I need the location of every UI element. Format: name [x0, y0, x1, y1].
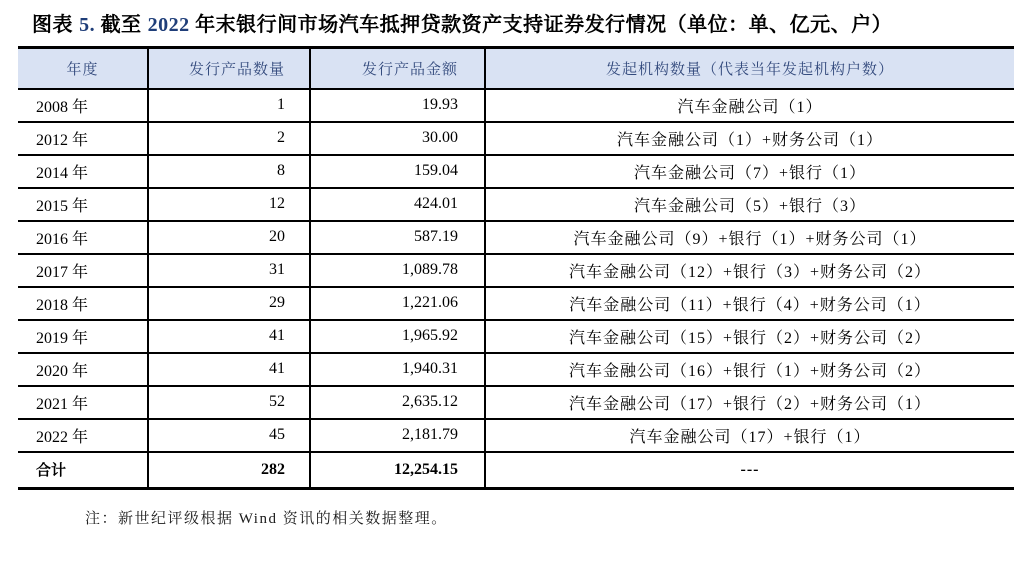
product-amount-cell: 424.01 — [310, 188, 485, 221]
year-cell: 2016 年 — [18, 221, 148, 254]
originators-cell: 汽车金融公司（12）+银行（3）+财务公司（2） — [485, 254, 1014, 287]
title-text: 截至 — [100, 14, 148, 36]
header-row — [18, 48, 1014, 89]
originators-cell: 汽车金融公司（17）+银行（2）+财务公司（1） — [485, 386, 1014, 419]
product-count-cell: 12 — [148, 188, 310, 221]
total-count-cell: 282 — [148, 452, 310, 489]
product-amount-cell: 2,181.79 — [310, 419, 485, 452]
year-cell: 2022 年 — [18, 419, 148, 452]
product-amount-cell: 1,089.78 — [310, 254, 485, 287]
product-amount-cell: 1,221.06 — [310, 287, 485, 320]
column-header-product-count: 发行产品数量 — [148, 48, 310, 89]
total-label-cell: 合计 — [18, 452, 148, 489]
total-row — [18, 452, 1014, 489]
table-row — [18, 221, 1014, 254]
product-amount-cell: 587.19 — [310, 221, 485, 254]
table-row — [18, 254, 1014, 287]
originators-cell: 汽车金融公司（16）+银行（1）+财务公司（2） — [485, 353, 1014, 386]
product-count-cell: 1 — [148, 89, 310, 122]
product-count-cell: 29 — [148, 287, 310, 320]
originators-cell: 汽车金融公司（7）+银行（1） — [485, 155, 1014, 188]
product-count-cell: 31 — [148, 254, 310, 287]
originators-cell: 汽车金融公司（5）+银行（3） — [485, 188, 1014, 221]
originators-cell: 汽车金融公司（17）+银行（1） — [485, 419, 1014, 452]
year-cell: 2015 年 — [18, 188, 148, 221]
product-amount-cell: 19.93 — [310, 89, 485, 122]
originators-cell: 汽车金融公司（9）+银行（1）+财务公司（1） — [485, 221, 1014, 254]
title-text: 年末银行间市场汽车抵押贷款资产支持证券发行情况（单位：单、亿元、户） — [195, 14, 893, 36]
column-header-year: 年度 — [18, 48, 148, 89]
report-page — [0, 8, 1034, 578]
originators-cell: 汽车金融公司（11）+银行（4）+财务公司（1） — [485, 287, 1014, 320]
year-cell: 2017 年 — [18, 254, 148, 287]
table-row — [18, 188, 1014, 221]
title-figure-number: 5. — [79, 14, 101, 36]
year-cell: 2019 年 — [18, 320, 148, 353]
product-count-cell: 41 — [148, 320, 310, 353]
product-count-cell: 8 — [148, 155, 310, 188]
originators-cell: 汽车金融公司（15）+银行（2）+财务公司（2） — [485, 320, 1014, 353]
source-note: 注：新世纪评级根据 Wind 资讯的相关数据整理。 — [85, 511, 448, 527]
product-amount-cell: 2,635.12 — [310, 386, 485, 419]
product-count-cell: 52 — [148, 386, 310, 419]
product-count-cell: 41 — [148, 353, 310, 386]
product-count-cell: 45 — [148, 419, 310, 452]
column-header-product-amount: 发行产品金额 — [310, 48, 485, 89]
product-count-cell: 20 — [148, 221, 310, 254]
table-row — [18, 419, 1014, 452]
year-cell: 2008 年 — [18, 89, 148, 122]
year-cell: 2020 年 — [18, 353, 148, 386]
originators-cell: 汽车金融公司（1）+财务公司（1） — [485, 122, 1014, 155]
product-amount-cell: 30.00 — [310, 122, 485, 155]
table-row — [18, 386, 1014, 419]
product-amount-cell: 1,940.31 — [310, 353, 485, 386]
table-row — [18, 89, 1014, 122]
table-row — [18, 287, 1014, 320]
year-cell: 2012 年 — [18, 122, 148, 155]
table-row — [18, 122, 1014, 155]
issuance-table — [18, 46, 1014, 490]
table-row — [18, 155, 1014, 188]
year-cell: 2021 年 — [18, 386, 148, 419]
total-amount-cell: 12,254.15 — [310, 452, 485, 489]
table-row — [18, 320, 1014, 353]
product-amount-cell: 159.04 — [310, 155, 485, 188]
year-cell: 2018 年 — [18, 287, 148, 320]
year-cell: 2014 年 — [18, 155, 148, 188]
total-originators-cell: --- — [485, 452, 1014, 489]
originators-cell: 汽车金融公司（1） — [485, 89, 1014, 122]
title-year: 2022 — [147, 14, 196, 36]
title-text: 图表 — [32, 14, 80, 36]
product-count-cell: 2 — [148, 122, 310, 155]
table-row — [18, 353, 1014, 386]
product-amount-cell: 1,965.92 — [310, 320, 485, 353]
table-title — [32, 8, 1034, 37]
column-header-originators: 发起机构数量（代表当年发起机构户数） — [485, 48, 1014, 89]
